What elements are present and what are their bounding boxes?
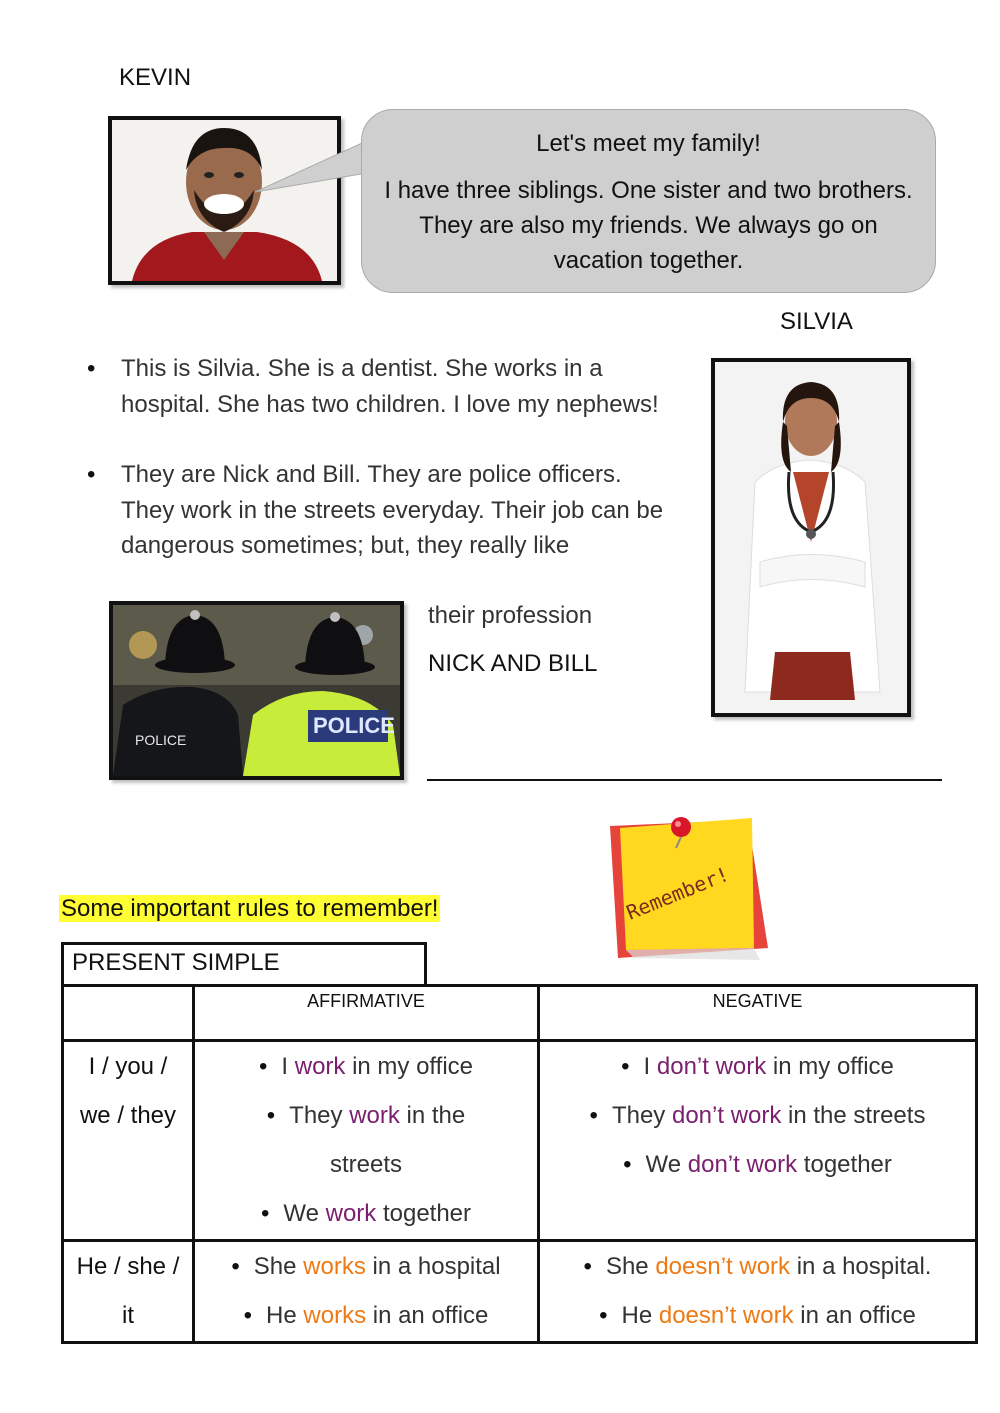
list-item: • I don’t work in my office <box>621 1053 894 1080</box>
list-item: • He works in an office <box>243 1302 489 1329</box>
subject-cell <box>63 1241 194 1343</box>
negative-cell <box>539 1241 977 1343</box>
example-post: in an office <box>366 1302 489 1329</box>
example-post: in my office <box>345 1053 474 1080</box>
subject-line: I / you / <box>88 1053 168 1080</box>
jacket-text: POLICE <box>135 732 187 748</box>
negative-list <box>540 1042 975 1189</box>
example-post: in a hospital. <box>790 1253 932 1280</box>
example-post: in a hospital <box>365 1253 501 1280</box>
affirmative-cell <box>194 1241 539 1343</box>
example-pre: We <box>283 1200 326 1227</box>
police-description: • They are Nick and Bill. They are police officers. They work in the streets everyday. Their job can be dangerous sometimes; but, they really like <box>95 457 675 564</box>
silvia-name: SILVIA <box>780 308 853 335</box>
speech-title: Let's meet my family! <box>536 130 761 157</box>
example-pre: He <box>621 1302 659 1329</box>
example-post: streets <box>329 1151 403 1178</box>
table-row <box>63 1241 977 1343</box>
verb: doesn’t work <box>655 1253 791 1280</box>
example-pre: He <box>266 1302 304 1329</box>
affirmative-cell <box>194 1041 539 1241</box>
vest-text: POLICE <box>313 713 395 738</box>
verb: doesn’t work <box>658 1302 794 1329</box>
example-pre: She <box>253 1253 304 1280</box>
verb: don’t work <box>656 1053 767 1080</box>
list-item-continuation <box>195 1140 537 1189</box>
example-post: in an office <box>793 1302 916 1329</box>
list-item: • We work together <box>260 1200 472 1227</box>
negative-list <box>540 1242 975 1340</box>
present-simple-table <box>61 984 978 1344</box>
example-post: together <box>376 1200 472 1227</box>
verb: works <box>303 1253 366 1280</box>
list-item: • She works in a hospital <box>231 1253 501 1280</box>
list-item: • He doesn’t work in an office <box>599 1302 916 1329</box>
header-negative: NEGATIVE <box>539 986 977 1041</box>
verb: don’t work <box>687 1151 798 1178</box>
kevin-name: KEVIN <box>119 64 192 91</box>
list-item: • She doesn’t work in a hospital. <box>583 1253 932 1280</box>
affirmative-list <box>195 1242 537 1340</box>
example-post: in the <box>399 1102 466 1129</box>
verb: work <box>294 1053 346 1080</box>
table-header-row <box>63 986 977 1041</box>
subject-line: we / they <box>79 1102 177 1129</box>
header-affirmative: AFFIRMATIVE <box>194 986 539 1041</box>
rules-heading <box>59 895 440 923</box>
silvia-description: • This is Silvia. She is a dentist. She works in a hospital. She has two children. I love my nephews! <box>95 351 675 422</box>
remember-sticky-note <box>600 808 780 978</box>
affirmative-list <box>195 1042 537 1238</box>
table-title-box <box>61 942 427 987</box>
list-item: • They work in the <box>266 1102 466 1129</box>
police-name: NICK AND BILL <box>428 650 598 677</box>
police-photo <box>109 601 404 780</box>
verb: don’t work <box>671 1102 782 1129</box>
verb: work <box>349 1102 400 1129</box>
subject-cell <box>63 1041 194 1241</box>
answer-line <box>427 779 942 781</box>
remember-text: Remember! <box>622 861 733 925</box>
description-list <box>95 351 675 564</box>
speech-body: I have three siblings. One sister and two brothers. They are also my friends. We always go on vacation together. <box>384 177 913 274</box>
list-item: • I work in my office <box>258 1053 474 1080</box>
table-title: PRESENT SIMPLE <box>72 949 280 976</box>
example-pre: They <box>289 1102 350 1129</box>
speech-bubble <box>361 109 936 293</box>
example-post: in my office <box>766 1053 894 1080</box>
list-item: • They don’t work in the streets <box>589 1102 926 1129</box>
example-pre: They <box>611 1102 672 1129</box>
example-pre: I <box>281 1053 295 1080</box>
subject-line: it <box>122 1302 134 1329</box>
example-post: in the streets <box>781 1102 926 1129</box>
list-item: • We don’t work together <box>623 1151 892 1178</box>
verb: work <box>325 1200 377 1227</box>
negative-cell <box>539 1041 977 1241</box>
verb: works <box>303 1302 367 1329</box>
rules-heading-text: Some important rules to remember! <box>61 895 439 922</box>
example-pre: I <box>643 1053 657 1080</box>
police-officers-image <box>113 605 400 776</box>
example-post: together <box>797 1151 892 1178</box>
doctor-portrait-image <box>715 362 907 713</box>
police-description-end: their profession <box>428 602 593 629</box>
header-empty-cell <box>63 986 194 1041</box>
example-pre: We <box>645 1151 688 1178</box>
subject-line: He / she / <box>76 1253 180 1280</box>
silvia-photo <box>711 358 911 717</box>
example-pre: She <box>605 1253 656 1280</box>
table-row <box>63 1041 977 1241</box>
